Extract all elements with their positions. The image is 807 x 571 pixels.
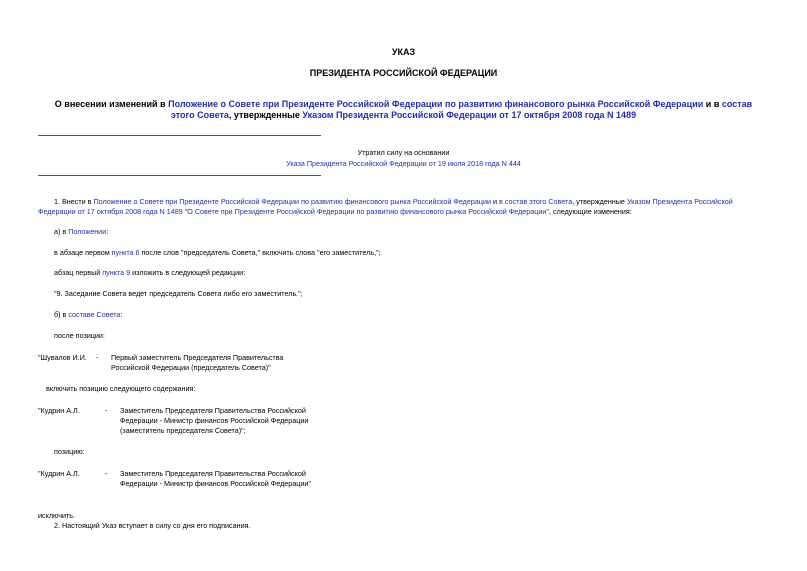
kudrin2-name: "Кудрин А.Л. [38,469,80,478]
heading-link-composition[interactable]: состав [721,99,753,109]
kudrin2-title-line1: Заместитель Председателя Правительства Российской [120,469,306,478]
kudrin2-dash: - [105,469,108,478]
document-heading-line1 [0,99,807,109]
kudrin1-title-line3: (заместитель председателя Совета)"; [120,426,246,435]
divider-bottom [38,175,321,176]
kudrin1-title-line1: Заместитель Председателя Правительства Российской [120,406,306,415]
document-heading-line2 [0,110,807,120]
shuvalov-name: "Шувалов И.И. [38,353,87,362]
paragraph-text: , утвержденные [572,197,627,206]
link-composition[interactable]: в состав этого Совета [499,197,573,206]
notice-link-decree-444[interactable]: Указа Президента Российской Федерации от 19 июля 2018 года N 444 [286,159,521,168]
paragraph-1-line1 [54,197,733,207]
heading-link-council[interactable]: этого Совета [170,110,229,120]
shuvalov-title-line1: Первый заместитель Председателя Правительства [111,353,284,362]
paragraph-text: 1. Внести в [54,197,94,206]
paragraph-text: , следующие изменения: [548,207,632,216]
item-a [54,227,108,237]
item-text: : [120,310,123,319]
after-position-label: после позиции: [54,331,105,340]
item-text: а) в [54,227,69,236]
paragraph-2: 2. Настоящий Указ вступает в силу со дня его подписания. [54,521,251,530]
include-label: включить позицию следующего содержания: [46,384,196,393]
link-point-6[interactable]: пункта 6 [111,248,140,257]
link-regulation-short[interactable]: Положении [68,227,107,236]
exclude-label: исключить. [38,511,76,520]
kudrin1-dash: - [105,406,108,415]
divider-top [38,135,321,136]
link-decree-1489-full[interactable]: Федерации от 17 октября 2008 года N 1489 "О Совете при Президенте Российской Федерации по развитию финансового рынка Российской Федерации" [38,207,549,216]
item-a-2 [54,268,245,278]
item-text: б) в [54,310,69,319]
document-title: УКАЗ [391,47,416,57]
item-text: после слов "председатель Совета," включить слова "его заместитель,"; [139,248,381,257]
link-point-9[interactable]: пункта 9 [102,268,131,277]
item-a-1 [54,248,381,258]
heading-text: , утвержденные [228,110,303,120]
shuvalov-title-line2: Российской Федерации (председатель Совета)" [111,363,271,372]
link-decree-1489[interactable]: Указом Президента Российской [626,197,733,206]
notice-line1: Утратил силу на основании [357,148,450,157]
document-subtitle: ПРЕЗИДЕНТА РОССИЙСКОЙ ФЕДЕРАЦИИ [309,68,498,78]
link-regulation[interactable]: Положение о Совете при Президенте Российской Федерации по развитию финансового рынка Российской Федерации [93,197,492,206]
shuvalov-dash: - [96,353,99,362]
item-text: абзац первый [54,268,103,277]
paragraph-text: и [491,197,500,206]
item-a-3: "9. Заседание Совета ведет председатель Совета либо его заместитель."; [54,289,303,298]
position-label: позицию: [54,447,85,456]
item-text: в абзаце первом [54,248,112,257]
kudrin1-name: "Кудрин А.Л. [38,406,80,415]
heading-text: и в [703,99,722,109]
item-text: : [106,227,109,236]
kudrin1-title-line2: Федерации - Министр финансов Российской Федерации [120,416,309,425]
heading-link-regulation[interactable]: Положение о Совете при Президенте Российской Федерации по развитию финансового рынка Российской Федерации [168,99,704,109]
item-text: изложить в следующей редакции: [130,268,246,277]
kudrin2-title-line2: Федерации - Министр финансов Российской Федерации" [120,479,311,488]
link-council-composition[interactable]: составе Совета [68,310,121,319]
heading-text: О внесении изменений в [54,99,169,109]
paragraph-1-line2 [38,207,632,217]
heading-link-decree-1489[interactable]: Указом Президента Российской Федерации от 17 октября 2008 года N 1489 [302,110,637,120]
item-b [54,310,122,320]
